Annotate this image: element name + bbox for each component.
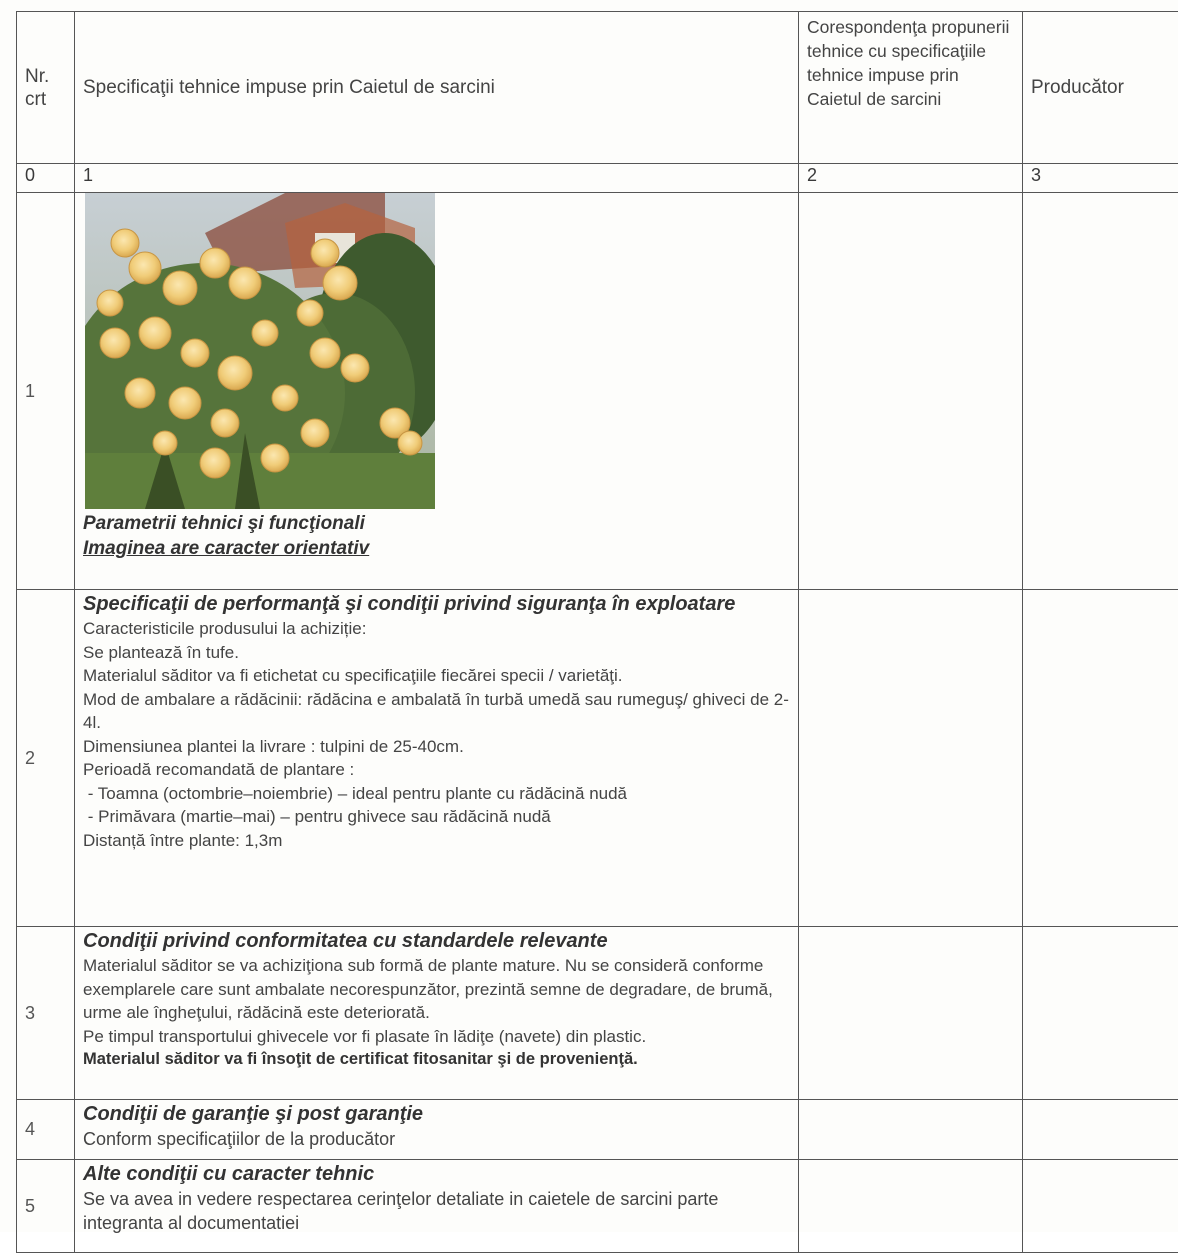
index-cell: 0 — [17, 164, 75, 193]
index-cell: 3 — [1023, 164, 1178, 193]
producator-cell — [1023, 1100, 1178, 1160]
table-header-row — [17, 12, 1178, 164]
row-number: 2 — [17, 590, 75, 927]
specification-cell — [75, 1160, 799, 1253]
header-specificatii: Specificaţii tehnice impuse prin Caietul de sarcini — [75, 12, 799, 164]
section-title: Alte condiţii cu caracter tehnic — [83, 1162, 790, 1187]
image-caption: Parametrii tehnici şi funcţionali Imaginea are caracter orientativ — [83, 511, 790, 561]
spec-line: Caracteristicile produsului la achiziție: — [83, 617, 790, 641]
table-row — [17, 590, 1178, 927]
specification-cell — [75, 590, 799, 927]
section-title: Condiţii de garanţie şi post garanţie — [83, 1102, 790, 1127]
row-number: 5 — [17, 1160, 75, 1253]
yellow-roses-photo — [85, 193, 435, 509]
corespondenta-cell — [799, 1100, 1023, 1160]
spec-line: Materialul săditor va fi etichetat cu specificaţiile fiecărei specii / varietăţi. — [83, 664, 790, 688]
corespondenta-cell — [799, 1160, 1023, 1253]
header-producator: Producător — [1023, 12, 1178, 164]
row-number: 3 — [17, 927, 75, 1100]
spec-line: Conform specificaţiilor de la producător — [83, 1127, 790, 1151]
spec-line: - Primăvara (martie–mai) – pentru ghivece sau rădăcină nudă — [83, 805, 790, 829]
section-title: Specificaţii de performanţă şi condiţii privind siguranţa în exploatare — [83, 592, 790, 617]
specification-cell — [75, 193, 799, 590]
specification-cell — [75, 927, 799, 1100]
header-nr-crt: Nr. crt — [17, 12, 75, 164]
row-number: 4 — [17, 1100, 75, 1160]
index-row — [17, 164, 1178, 193]
specification-cell — [75, 1100, 799, 1160]
spec-line: Distanță între plante: 1,3m — [83, 829, 790, 853]
spec-line: Dimensiunea plantei la livrare : tulpini de 25-40cm. — [83, 735, 790, 759]
producator-cell — [1023, 193, 1178, 590]
section-title: Condiţii privind conformitatea cu standardele relevante — [83, 929, 790, 954]
spec-line: Mod de ambalare a rădăcinii: rădăcina e ambalată în turbă umedă sau rumeguş/ ghiveci de 2-4l. — [83, 688, 790, 735]
row-number: 1 — [17, 193, 75, 590]
spec-line: Se plantează în tufe. — [83, 641, 790, 665]
specifications-table — [16, 11, 1178, 1253]
header-corespondenta: Corespondenţa propunerii tehnice cu specificaţiile tehnice impuse prin Caietul de sarcini — [799, 12, 1023, 164]
table-row — [17, 1100, 1178, 1160]
corespondenta-cell — [799, 590, 1023, 927]
spec-line: Pe timpul transportului ghivecele vor fi plasate în lădiţe (navete) din plastic. — [83, 1025, 790, 1049]
spec-line: Perioadă recomandată de plantare : — [83, 758, 790, 782]
table-row — [17, 1160, 1178, 1253]
index-cell: 1 — [75, 164, 799, 193]
producator-cell — [1023, 590, 1178, 927]
producator-cell — [1023, 1160, 1178, 1253]
spec-bold-line: Materialul săditor va fi însoţit de certificat fitosanitar şi de provenienţă. — [83, 1048, 790, 1071]
index-cell: 2 — [799, 164, 1023, 193]
table-row — [17, 927, 1178, 1100]
table-row — [17, 193, 1178, 590]
corespondenta-cell — [799, 193, 1023, 590]
spec-line: Se va avea in vedere respectarea cerinţelor detaliate in caietele de sarcini parte integranta al documentatiei — [83, 1187, 790, 1235]
corespondenta-cell — [799, 927, 1023, 1100]
roses-illustration — [85, 193, 435, 509]
spec-line: - Toamna (octombrie–noiembrie) – ideal pentru plante cu rădăcină nudă — [83, 782, 790, 806]
producator-cell — [1023, 927, 1178, 1100]
spec-line: Materialul săditor se va achiziţiona sub formă de plante mature. Nu se consideră conforme exemplarele care sunt ambalate necorespunzător, prezintă semne de degradare, de brumă, urme ale îngheţului, rădăcină este deteriorată. — [83, 954, 790, 1025]
